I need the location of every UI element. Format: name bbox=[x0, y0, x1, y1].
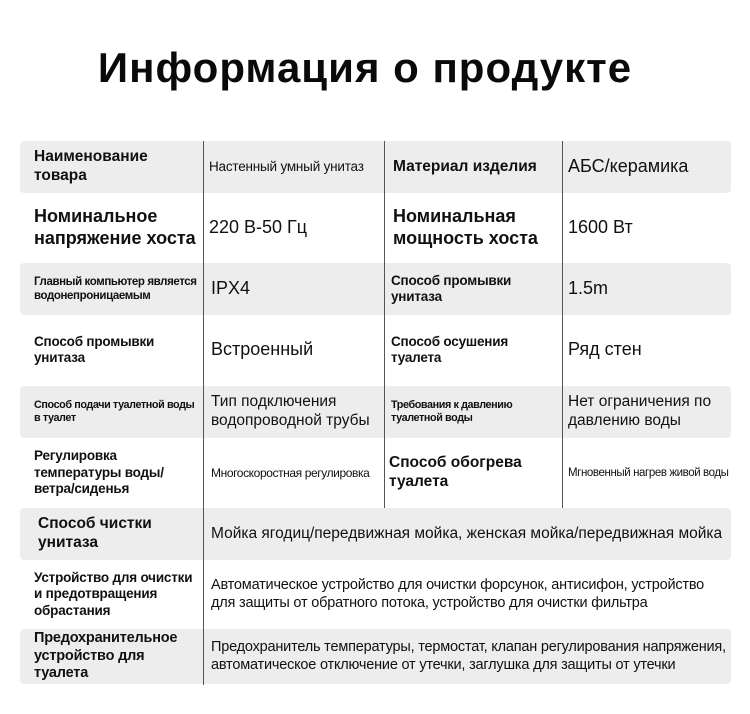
label-anti-fouling: Устройство для очистки и предотвращения обрастания bbox=[34, 569, 193, 618]
value-waterproof: IPX4 bbox=[211, 278, 251, 299]
label-temperature-control: Регулировка температуры воды/ветра/сиденья bbox=[34, 448, 164, 497]
label-flush-type: Способ промывки унитаза bbox=[34, 333, 155, 365]
value-anti-fouling: Автоматическое устройство для очистки форсунок, антисифон, устройство для защиты от обратного потока, устройство для очистки фильтра bbox=[211, 576, 705, 611]
label-water-supply: Способ подачи туалетной воды в туалет bbox=[34, 398, 195, 424]
label-safety-device: Предохранительное устройство для туалета bbox=[34, 629, 178, 682]
value-material: АБС/керамика bbox=[568, 156, 689, 177]
value-heating-method: Мгновенный нагрев живой воды bbox=[568, 466, 729, 479]
label-cleaning-method: Способ чистки унитаза bbox=[38, 515, 152, 551]
label-heating-method: Способ обогрева туалета bbox=[389, 454, 522, 490]
value-water-supply: Тип подключения водопроводной трубы bbox=[211, 393, 370, 429]
value-water-pressure: Нет ограничения по давлению воды bbox=[568, 393, 712, 429]
value-rated-power: 1600 Вт bbox=[568, 217, 633, 238]
page-title: Информация о продукте bbox=[97, 44, 633, 91]
value-flush-type: Встроенный bbox=[211, 339, 314, 360]
label-waterproof: Главный компьютер является водонепроницаемым bbox=[34, 275, 197, 302]
value-temperature-control: Многоскоростная регулировка bbox=[211, 465, 370, 480]
column-divider bbox=[203, 141, 204, 685]
value-product-name: Настенный умный унитаз bbox=[209, 158, 364, 174]
label-material: Материал изделия bbox=[393, 157, 537, 175]
value-flush-distance: 1.5m bbox=[568, 278, 609, 299]
label-rated-power: Номинальная мощность хоста bbox=[393, 206, 538, 248]
value-safety-device: Предохранитель температуры, термостат, клапан регулирования напряжения, автоматическое отключение от утечки, заглушка для защиты от утечки bbox=[211, 638, 726, 673]
label-water-pressure: Требования к давлению туалетной воды bbox=[391, 398, 513, 424]
value-rated-voltage: 220 В-50 Гц bbox=[209, 217, 308, 238]
column-divider bbox=[384, 141, 385, 508]
label-flush-method: Способ промывки унитаза bbox=[391, 272, 512, 304]
column-divider bbox=[562, 141, 563, 508]
product-info-table bbox=[20, 141, 731, 685]
value-cleaning-method: Мойка ягодиц/передвижная мойка, женская мойка/передвижная мойка bbox=[211, 524, 723, 542]
label-drain-method: Способ осушения туалета bbox=[391, 333, 508, 365]
label-rated-voltage: Номинальное напряжение хоста bbox=[34, 206, 196, 248]
label-product-name: Наименование товара bbox=[34, 148, 148, 184]
value-drain-method: Ряд стен bbox=[568, 339, 642, 360]
